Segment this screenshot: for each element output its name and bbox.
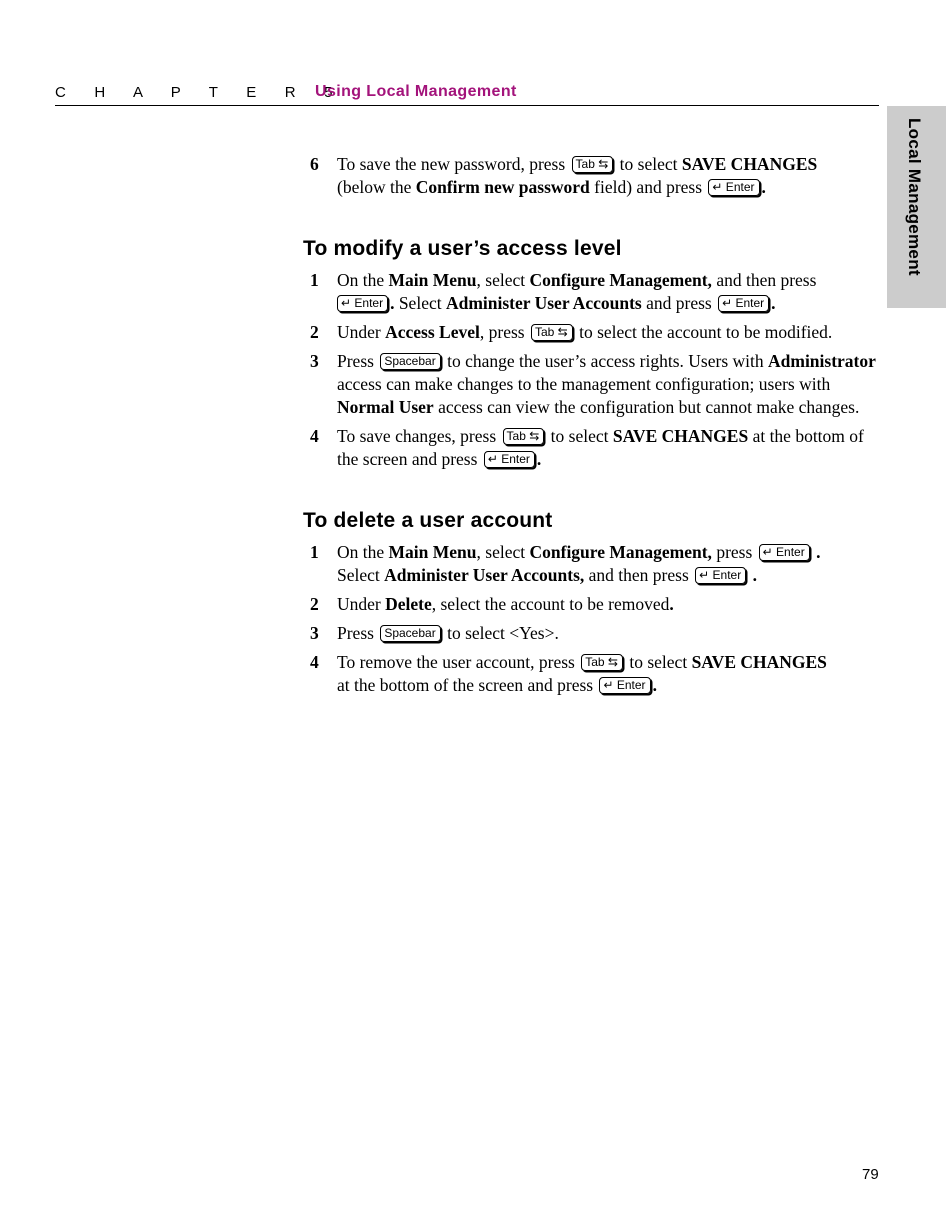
- spacebar-key-icon: Spacebar: [380, 625, 440, 642]
- step-bold: .: [652, 675, 657, 695]
- step-text: Press: [337, 351, 374, 371]
- side-tab-label: Local Management: [905, 118, 924, 276]
- tab-key-icon: Tab ⇆: [531, 324, 573, 341]
- step-text: field) and press: [594, 177, 703, 197]
- step-text: On the: [337, 270, 385, 290]
- step-text: To save the new password, press: [337, 154, 566, 174]
- enter-key-icon: ↵ Enter: [337, 295, 388, 312]
- step-bold: .: [752, 565, 757, 585]
- step-text: to select the account to be modified.: [579, 322, 833, 342]
- step-bold: Configure Management,: [529, 542, 712, 562]
- step-bold: .: [771, 293, 776, 313]
- step-text: To remove the user account, press: [337, 652, 575, 672]
- delete-step-3: [303, 622, 883, 645]
- tab-key-icon: Tab ⇆: [572, 156, 614, 173]
- step-text: access can view the configuration but cannot make changes.: [438, 397, 860, 417]
- delete-step-4: [303, 651, 883, 697]
- step-text: (below the: [337, 177, 412, 197]
- step-bold: Main Menu: [388, 270, 477, 290]
- step-text: Select: [398, 293, 442, 313]
- enter-key-icon: ↵ Enter: [708, 179, 759, 196]
- step-number: 3: [310, 623, 319, 643]
- running-header: [55, 83, 879, 106]
- step-bold: Administer User Accounts,: [384, 565, 585, 585]
- step-bold: Main Menu: [388, 542, 477, 562]
- step-number: 1: [310, 542, 319, 562]
- modify-step-3: [303, 350, 883, 419]
- step-text: On the: [337, 542, 385, 562]
- step-text: press: [716, 542, 753, 562]
- step-text: and then press: [716, 270, 817, 290]
- step-text: at the bottom of the screen and press: [337, 675, 594, 695]
- step-text: , select: [476, 270, 526, 290]
- step-bold: Administrator: [768, 351, 876, 371]
- chapter-label: C H A P T E R 5: [55, 84, 345, 101]
- enter-key-icon: ↵ Enter: [695, 567, 746, 584]
- step-text: , select the account to be removed: [431, 594, 670, 614]
- step-text: and then press: [588, 565, 689, 585]
- step-number: 4: [310, 426, 319, 446]
- step-bold: Configure Management,: [529, 270, 712, 290]
- step-text: to select: [550, 426, 609, 446]
- step-bold: SAVE CHANGES: [691, 652, 827, 672]
- step-text: and press: [646, 293, 712, 313]
- step-text: Under: [337, 322, 381, 342]
- enter-key-icon: ↵ Enter: [759, 544, 810, 561]
- enter-key-icon: ↵ Enter: [718, 295, 769, 312]
- step-bold: .: [761, 177, 766, 197]
- step-text: access can make changes to the management configuration; users with: [337, 374, 831, 394]
- step-number: 6: [310, 154, 319, 174]
- step-bold: SAVE CHANGES: [612, 426, 749, 446]
- step-bold: Normal User: [337, 397, 434, 417]
- step-text: Select: [337, 565, 380, 585]
- modify-step-4: [303, 425, 883, 471]
- enter-key-icon: ↵ Enter: [484, 451, 535, 468]
- modify-step-1: [303, 269, 883, 315]
- step-text: , select: [476, 542, 526, 562]
- tab-key-icon: Tab ⇆: [503, 428, 545, 445]
- step-bold: Administer User Accounts: [445, 293, 642, 313]
- step-bold: Delete: [385, 594, 432, 614]
- side-section-tab: [887, 106, 946, 308]
- step-text: to change the user’s access rights. Users with: [447, 351, 764, 371]
- chapter-title: Using Local Management: [315, 83, 517, 100]
- step-bold: Access Level: [385, 322, 480, 342]
- step-bold: SAVE CHANGES: [681, 154, 818, 174]
- step-text: To save changes, press: [337, 426, 497, 446]
- step-bold: .: [390, 293, 395, 313]
- page-content: [303, 153, 883, 703]
- page-number: 79: [862, 1166, 879, 1183]
- step-text: , press: [479, 322, 525, 342]
- step-text: to select <Yes>.: [447, 623, 559, 643]
- enter-key-icon: ↵ Enter: [599, 677, 650, 694]
- step-number: 1: [310, 270, 319, 290]
- spacebar-key-icon: Spacebar: [380, 353, 440, 370]
- delete-step-2: [303, 593, 883, 616]
- delete-step-1: [303, 541, 883, 587]
- step-bold: .: [669, 594, 674, 614]
- step-text: Press: [337, 623, 374, 643]
- step-text: at the bottom of the screen and press: [337, 426, 864, 469]
- step-text: Under: [337, 594, 381, 614]
- step-text: to select: [629, 652, 688, 672]
- step-number: 4: [310, 652, 319, 672]
- modify-step-2: [303, 321, 883, 344]
- step-bold: Confirm new password: [415, 177, 590, 197]
- step-bold: .: [536, 449, 542, 469]
- step-number: 2: [310, 322, 319, 342]
- section-heading-modify: To modify a user’s access level: [303, 237, 622, 260]
- tab-key-icon: Tab ⇆: [581, 654, 623, 671]
- step-bold: .: [816, 542, 821, 562]
- step-number: 2: [310, 594, 319, 614]
- step-text: to select: [619, 154, 678, 174]
- step-number: 3: [310, 351, 319, 371]
- step-6-save-password: [303, 153, 883, 199]
- section-heading-delete: To delete a user account: [303, 509, 553, 532]
